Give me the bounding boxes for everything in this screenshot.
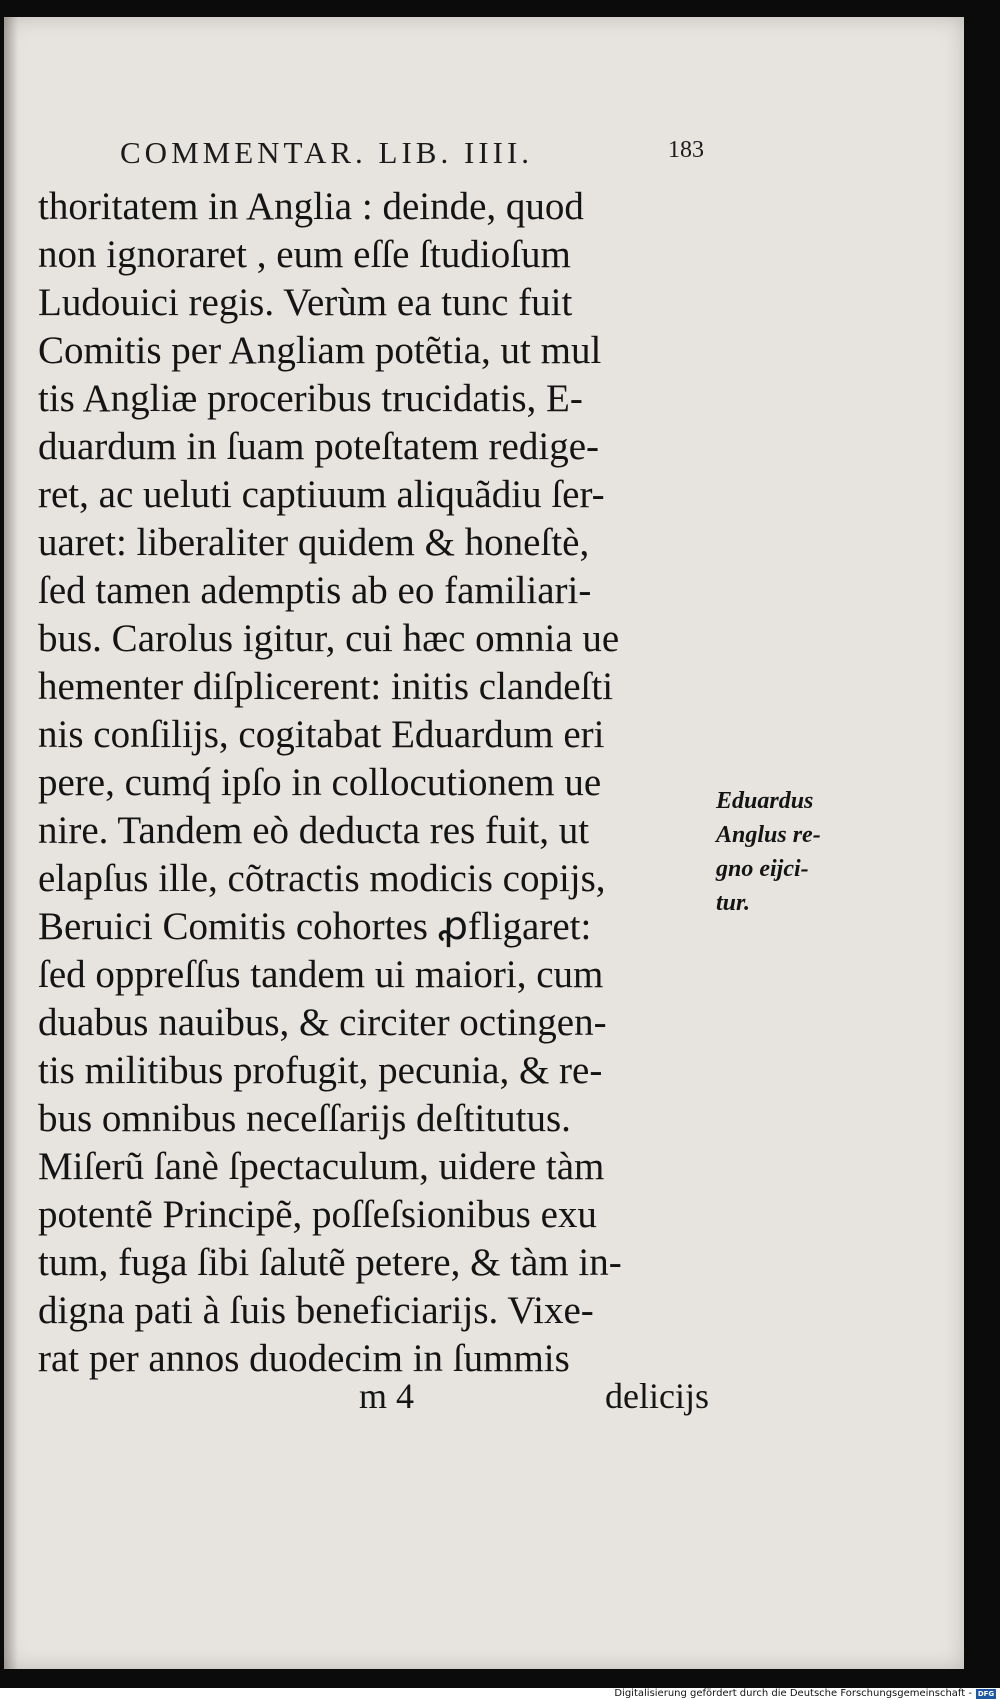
text-line-16: Beruici Comitis cohortes ꝓfligaret: — [38, 905, 592, 948]
dfg-logo: DFG — [977, 1690, 995, 1698]
text-line-11: hementer diſplicerent: initis clandeſti — [38, 665, 614, 708]
text-line-13: pere, cumq́ ipſo in collocutionem ue — [38, 761, 602, 804]
footer-bar — [0, 1688, 1000, 1700]
signature-mark: m 4 — [359, 1376, 415, 1416]
text-line-12: nis conſilijs, cogitabat Eduardum eri — [38, 713, 605, 756]
text-line-8: uaret: liberaliter quidem & honeſtè, — [38, 521, 590, 564]
main-text-block — [38, 183, 710, 1383]
text-line-5: tis Angliæ proceribus trucidatis, E- — [38, 377, 583, 420]
margin-note-line-1: Eduardus — [716, 788, 814, 814]
margin-note-line-4: tur. — [716, 890, 751, 916]
text-line-4: Comitis per Angliam potẽtia, ut mul — [38, 329, 602, 372]
text-line-19: tis militibus profugit, pecunia, & re- — [38, 1049, 603, 1092]
page-edge-shadow — [4, 17, 18, 1669]
book-page — [4, 17, 964, 1669]
text-line-7: ret, ac ueluti captiuum aliquãdiu ſer- — [38, 473, 605, 516]
margin-note-line-2: Anglus re- — [716, 822, 821, 848]
text-line-2: non ignoraret , eum eſſe ſtudioſum — [38, 233, 571, 276]
page-header — [120, 135, 704, 171]
text-line-25: rat per annos duodecim in ſummis — [38, 1337, 570, 1380]
text-line-18: duabus nauibus, & circiter octingen- — [38, 1001, 607, 1044]
funding-credit: Digitalisierung gefördert durch die Deutsche Forschungsgemeinschaft - — [614, 1688, 972, 1699]
text-line-20: bus omnibus neceſſarijs deſtitutus. — [38, 1097, 571, 1140]
margin-note-line-3: gno eijci- — [716, 856, 809, 882]
text-line-22: potentẽ Principẽ, poſſeſsionibus exu — [38, 1193, 597, 1236]
text-line-21: Miſerũ ſanè ſpectaculum, uidere tàm — [38, 1145, 605, 1188]
text-line-24: digna pati à ſuis beneficiarijs. Vixe- — [38, 1289, 594, 1332]
catchline — [359, 1375, 709, 1419]
text-line-3: Ludouici regis. Verùm ea tunc fuit — [38, 281, 573, 324]
catchword: delicijs — [605, 1376, 709, 1416]
text-line-6: duardum in ſuam poteſtatem redige- — [38, 425, 599, 468]
running-title: COMMENTAR. LIB. IIII. — [120, 135, 534, 170]
text-line-23: tum, fuga ſibi ſalutẽ petere, & tàm in- — [38, 1241, 622, 1284]
text-line-15: elapſus ille, cõtractis modicis copijs, — [38, 857, 606, 900]
text-line-14: nire. Tandem eò deducta res fuit, ut — [38, 809, 590, 852]
text-line-17: ſed oppreſſus tandem ui maiori, cum — [38, 953, 604, 996]
text-line-1: thoritatem in Anglia : deinde, quod — [38, 185, 584, 228]
page-number: 183 — [668, 137, 704, 163]
margin-note — [716, 784, 886, 920]
text-line-9: ſed tamen ademptis ab eo familiari- — [38, 569, 592, 612]
text-line-10: bus. Carolus igitur, cui hæc omnia ue — [38, 617, 620, 660]
